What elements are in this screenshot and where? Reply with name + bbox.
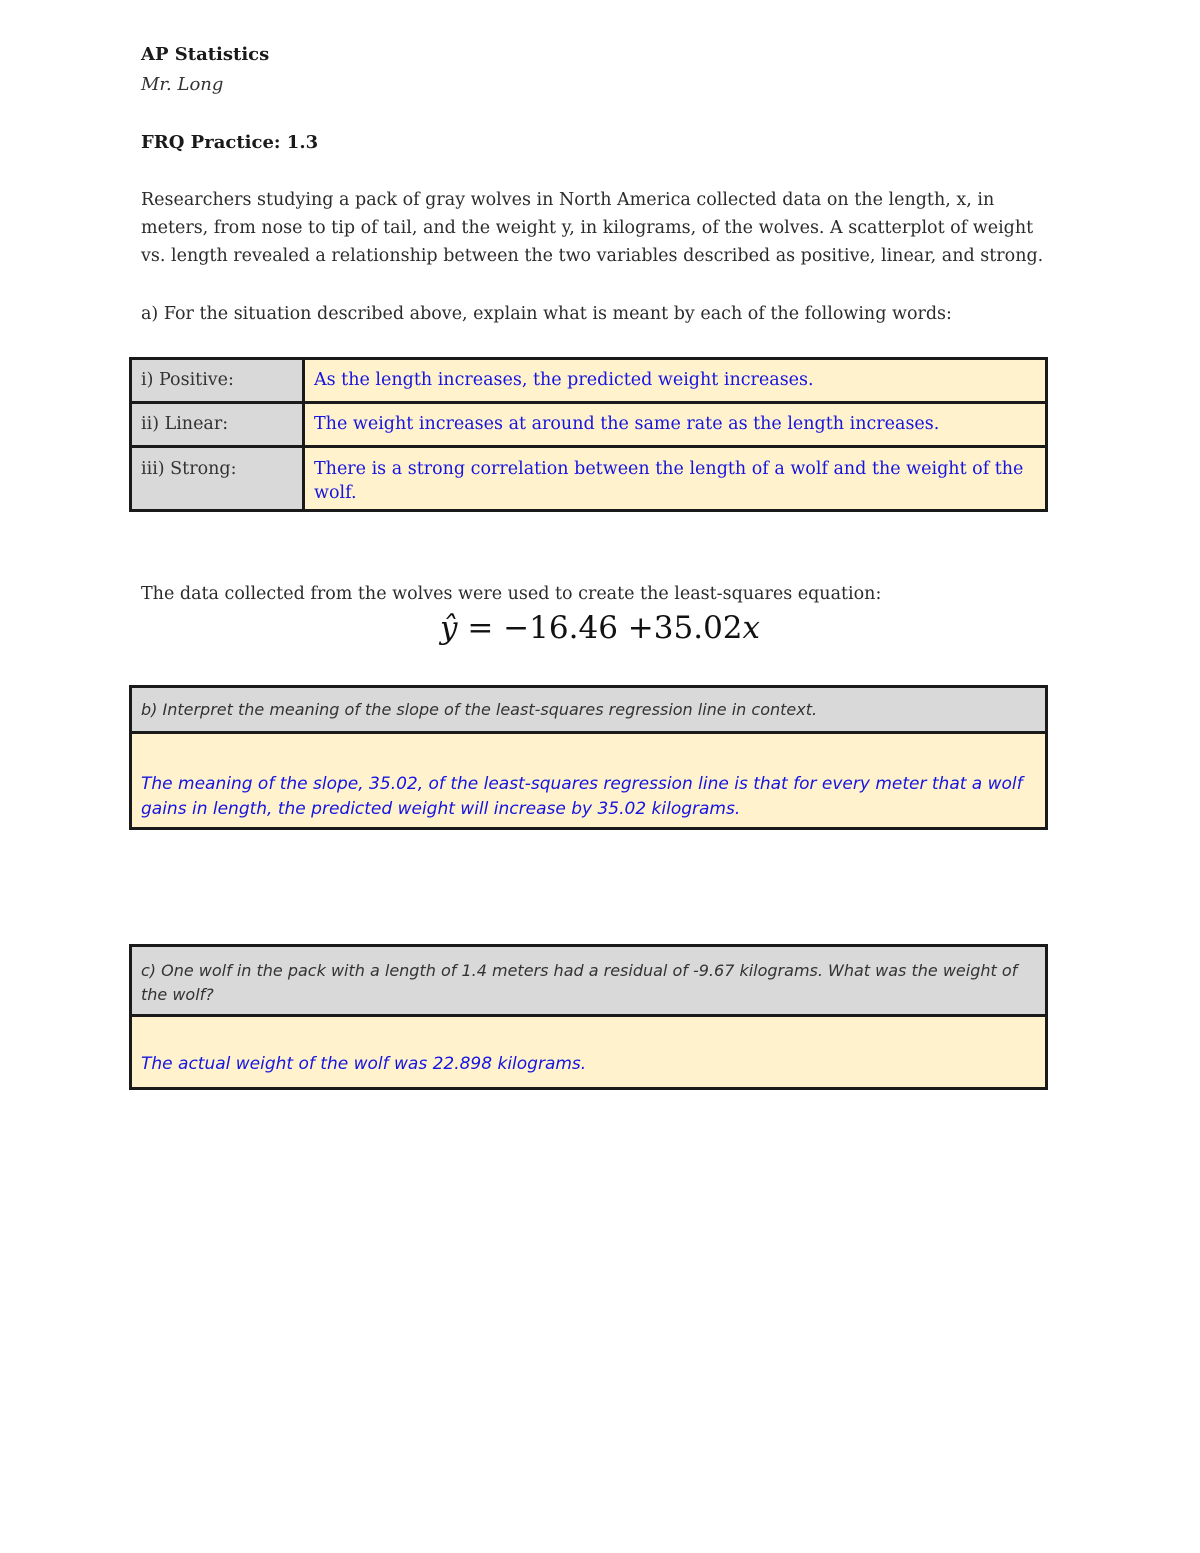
assignment-title: FRQ Practice: 1.3 bbox=[141, 132, 319, 153]
part-b-answer[interactable]: The meaning of the slope, 35.02, of the least-squares regression line is that for every meter that a wolf gains in length, the predicted weight will increase by 35.02 kilograms. bbox=[132, 734, 1045, 827]
answer-field[interactable]: The weight increases at around the same rate as the length increases. bbox=[304, 403, 1047, 447]
slope: 35.02 bbox=[653, 610, 743, 646]
x-variable: x bbox=[742, 610, 761, 646]
answer-field[interactable]: There is a strong correlation between the length of a wolf and the weight of the wolf. bbox=[304, 447, 1047, 511]
row-label: iii) Strong: bbox=[131, 447, 304, 511]
teacher-name: Mr. Long bbox=[141, 74, 224, 95]
plus-sign: + bbox=[627, 610, 654, 646]
table-row bbox=[131, 403, 1047, 447]
part-b-box bbox=[129, 685, 1048, 830]
equals-sign: = bbox=[467, 610, 494, 646]
row-label: i) Positive: bbox=[131, 359, 304, 403]
course-title: AP Statistics bbox=[141, 44, 270, 65]
part-c-question: c) One wolf in the pack with a length of 1.4 meters had a residual of -9.67 kilograms. What was the weight of the wolf? bbox=[132, 947, 1045, 1017]
regression-equation bbox=[0, 610, 1200, 646]
definitions-table bbox=[129, 357, 1048, 512]
intercept: −16.46 bbox=[503, 610, 618, 646]
intro-paragraph: Researchers studying a pack of gray wolves in North America collected data on the length, x, in meters, from nose to tip of tail, and the weight y, in kilograms, of the wolves. A scatterplot of weight vs. length revealed a relationship between the two variables described as positive, linear, and strong. bbox=[141, 190, 1044, 266]
part-c-box bbox=[129, 944, 1048, 1090]
part-a-prompt: a) For the situation described above, explain what is meant by each of the following words: bbox=[141, 304, 952, 324]
part-c-answer[interactable]: The actual weight of the wolf was 22.898 kilograms. bbox=[132, 1017, 1045, 1087]
y-hat: ŷ bbox=[439, 610, 458, 646]
answer-field[interactable]: As the length increases, the predicted weight increases. bbox=[304, 359, 1047, 403]
table-row bbox=[131, 447, 1047, 511]
equation-intro: The data collected from the wolves were used to create the least-squares equation: bbox=[141, 584, 882, 604]
part-b-question: b) Interpret the meaning of the slope of the least-squares regression line in context. bbox=[132, 688, 1045, 734]
table-row bbox=[131, 359, 1047, 403]
row-label: ii) Linear: bbox=[131, 403, 304, 447]
